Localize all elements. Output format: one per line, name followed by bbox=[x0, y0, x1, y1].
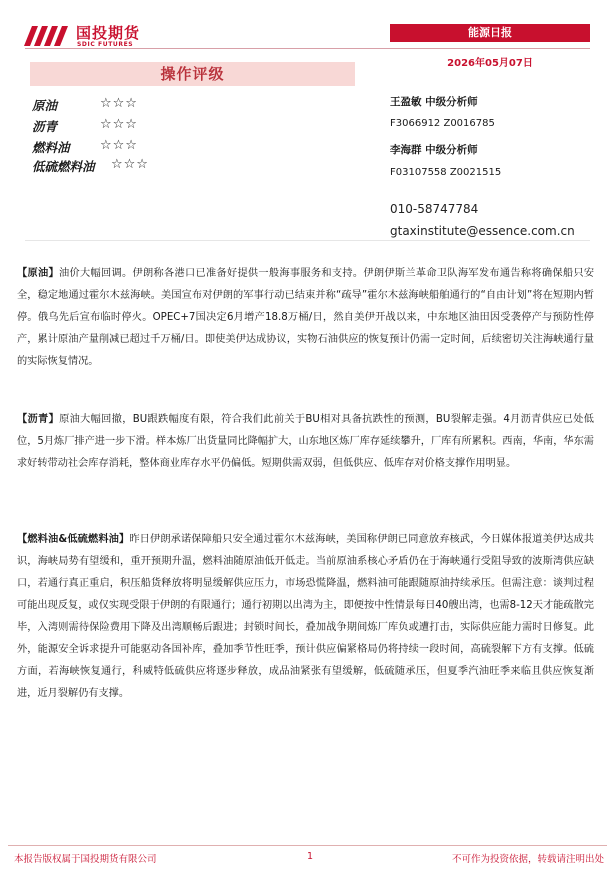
analyst-2-name: 李海群 中级分析师 bbox=[390, 144, 478, 156]
section-tag-asphalt: 【沥青】 bbox=[17, 414, 60, 425]
logo-text-en: SDIC FUTURES bbox=[77, 41, 134, 48]
page-number: 1 bbox=[306, 851, 314, 862]
section-tag-fuel-oil: 【燃料油&低硫燃料油】 bbox=[17, 534, 130, 545]
section-crude-oil bbox=[17, 263, 594, 373]
rating-label-crude: 原油 bbox=[32, 98, 58, 113]
report-type: 能源日报 bbox=[468, 26, 512, 39]
analyst-1-name: 王盈敏 中级分析师 bbox=[390, 96, 478, 108]
footer-divider bbox=[8, 845, 607, 846]
analyst-1-id: F3066912 Z0016785 bbox=[390, 118, 495, 129]
header-divider bbox=[25, 48, 590, 49]
footer-copyright: 本报告版权属于国投期货有限公司 bbox=[14, 854, 157, 865]
footer-disclaimer: 不可作为投资依据，转载请注明出处 bbox=[452, 854, 605, 865]
rating-stars-crude: ☆☆☆ bbox=[100, 96, 138, 111]
rating-title: 操作评级 bbox=[160, 65, 225, 83]
contact-email: gtaxinstitute@essence.com.cn bbox=[390, 224, 575, 238]
section-text-asphalt: 原油大幅回撤，BU跟跌幅度有限，符合我们此前关于BU相对具备抗跌性的预测，BU裂解走强。4月沥青供应已处低位，5月炼厂排产进一步下滑。样本炼厂出货量同比降幅扩大，山东地区炼厂库存延续攀升，厂库有所累积。西南，华南，华东需求好转带动社会库存消耗，整体商业库存水平仍偏低。短期供需双弱，但低供应、低库存对价格支撑作用明显。 bbox=[17, 414, 594, 469]
company-logo bbox=[22, 18, 172, 52]
logo-text-cn: 国投期货 bbox=[76, 24, 141, 42]
section-text-crude: 油价大幅回调。伊朗称各港口已准备好提供一般海事服务和支持。伊朗伊斯兰革命卫队海军发布通告称将确保船只安全，稳定地通过霍尔木兹海峡。美国宣布对伊朗的军事行动已结束并称“疏导”霍尔木兹海峡船舶通行的“自由计划”将在短期内暂停。俄乌先后宣布临时停火。OPEC+7国决定6月增产18.8万桶/日，然自美伊开战以来，中东地区油田因受袭停产与预防性停产，累计原油产量削减已超过千万桶/日。即使美伊达成协议，实物石油供应的恢复预计仍需一定时间，后续密切关注海峡通行量的实际恢复情况。 bbox=[17, 268, 595, 367]
sdic-logo-icon bbox=[22, 22, 72, 48]
report-date: 2026年05月07日 bbox=[447, 58, 533, 69]
section-fuel-oil bbox=[17, 529, 594, 705]
section-text-fuel-oil: 昨日伊朗承诺保障船只安全通过霍尔木兹海峡，美国称伊朗已同意放弃核武，今日媒体报道美伊达成共识，海峡局势有望缓和，重开预期升温，燃料油随原油低开低走。当前原油系核心矛盾仍在于海峡通行受阻导致的波斯湾供应缺口，若通行真正重启，积压船货释放将明显缓解供应压力，市场恐慌降温，燃料油可能跟随原油持续承压。但需注意：谈判过程可能出现反复，或仅实现受限于伊朗的有限通行；通行初期以出湾为主，即便按中性情景每日40艘出湾，也需8-12天才能疏散完毕，入湾则需待保险费用下降及出湾顺畅后跟进；封锁时间长，叠加战争期间炼厂库负或遭打击，实际供应能力需时日修复。此外，能源安全诉求提升可能驱动各国补库，叠加季节性旺季，预计供应偏紧格局仍将持续一段时间，高硫裂解下方有支撑。低硫方面，若海峡恢复通行，科威特低硫供应将逐步释放，成品油紧张有望缓解，低硫随承压，但夏季汽油旺季来临且供应恢复渐进，近月裂解仍有支撑。 bbox=[17, 534, 594, 699]
section-asphalt bbox=[17, 409, 594, 475]
analyst-2-id: F03107558 Z0021515 bbox=[390, 167, 502, 178]
section-tag-crude: 【原油】 bbox=[17, 268, 59, 279]
rating-label-fuel-oil: 燃料油 bbox=[32, 140, 70, 155]
rating-stars-fuel-oil: ☆☆☆ bbox=[100, 138, 138, 153]
section-divider bbox=[25, 240, 590, 241]
rating-label-asphalt: 沥青 bbox=[32, 119, 58, 134]
rating-stars-low-sulfur: ☆☆☆ bbox=[111, 157, 149, 172]
contact-phone: 010-58747784 bbox=[390, 202, 479, 216]
rating-stars-asphalt: ☆☆☆ bbox=[100, 117, 138, 132]
rating-label-low-sulfur: 低硫燃料油 bbox=[32, 159, 95, 174]
